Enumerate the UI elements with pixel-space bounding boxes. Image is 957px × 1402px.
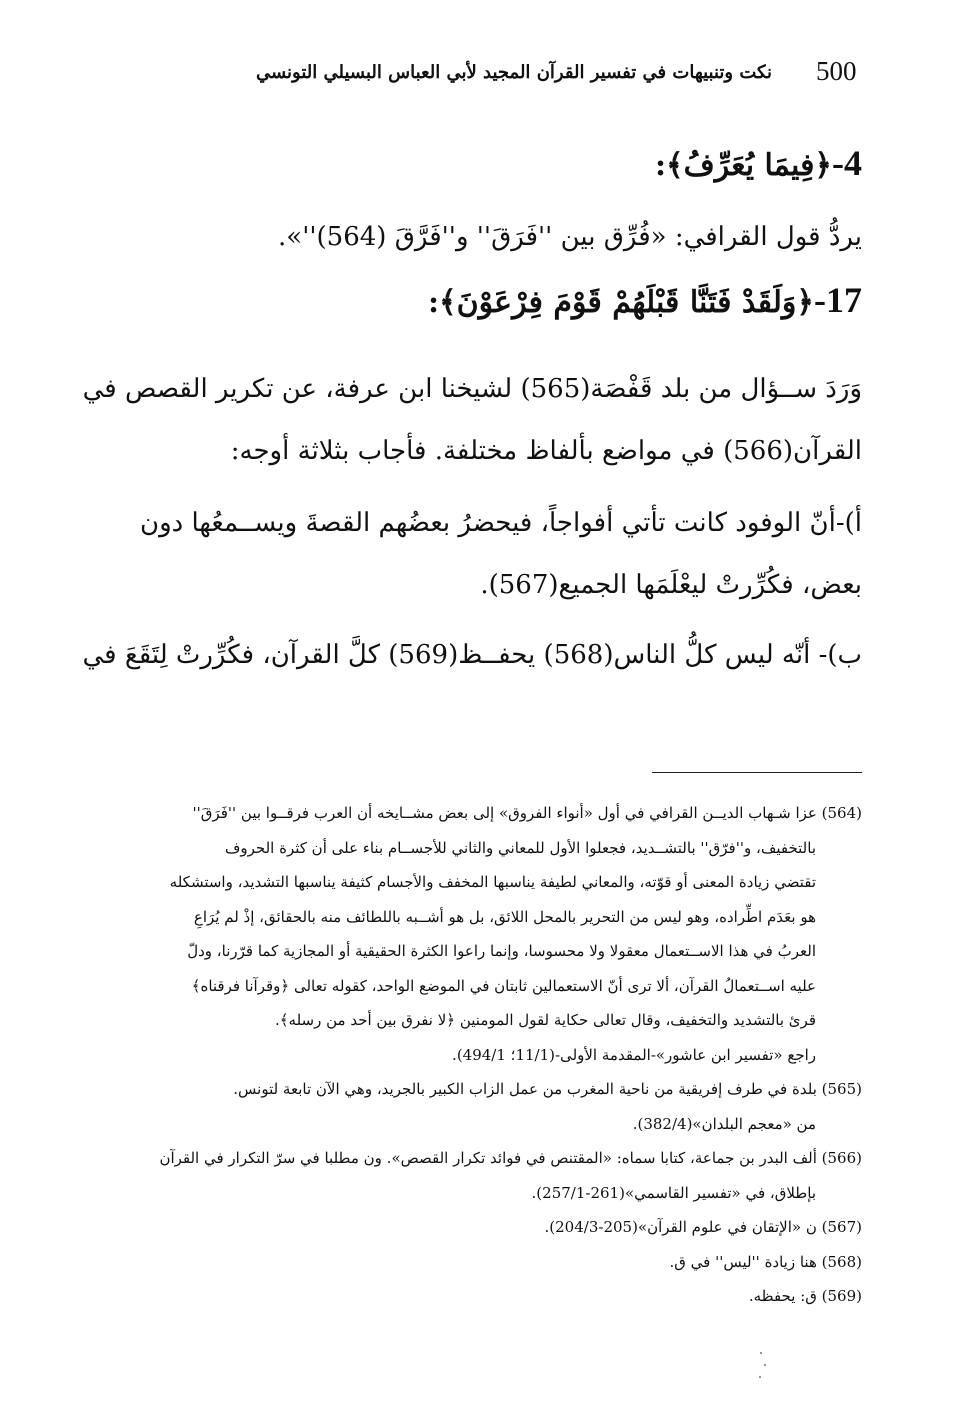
- footnote-line: عليه اســتعمالُ القرآن، ألا ترى أنّ الاستعمالين ثابتان في الموضع الواحد، كقوله تعالى ﴿وقرآنا فرقناه﴾: [191, 976, 816, 995]
- scan-speck: [760, 1352, 762, 1354]
- footnote-line: من «معجم البلدان»(382/4).: [632, 1114, 816, 1133]
- footnote-568: [92, 1245, 862, 1280]
- section-17-answer-a: [92, 492, 862, 616]
- footnote-564: [92, 796, 862, 1072]
- section-17-heading: [92, 279, 862, 321]
- footnote-565: [92, 1072, 862, 1141]
- section-4-heading: [92, 142, 862, 184]
- footnote-line: راجع «تفسير ابن عاشور»-المقدمة الأولى-(11/1؛ 494/1).: [452, 1045, 816, 1064]
- section-4-verse: ﴿فِيمَا يُعَرِّفُ﴾:: [654, 148, 832, 183]
- footnote-567: [92, 1210, 862, 1245]
- section-4-text: يردُّ قول القرافي: «فُرِّق بين ''فَرَقَ'' و''فَرَّقَ (564)''».: [278, 222, 862, 252]
- body-line: أ)-أنّ الوفود كانت تأتي أفواجاً، فيحضرُ بعضُهم القصةَ ويســمعُها دون: [140, 508, 862, 538]
- scan-speck: [759, 1376, 761, 1378]
- running-title: نكت وتنبيهات في تفسير القرآن المجيد لأبي العباس البسيلي التونسي: [255, 62, 772, 83]
- footnote-line: (566) ألف البدر بن جماعة، كتابا سماه: «المقتنص في فوائد تكرار القصص». ون مطلبا في سرّ التكرار في القرآن: [159, 1149, 862, 1167]
- page-number: 500: [816, 56, 857, 86]
- footnotes: [92, 796, 862, 1314]
- footnote-line: (565) بلدة في طرف إفريقية من ناحية المغرب من عمل الزاب الكبير بالجريد، وهي الآن تابعة لتونس.: [233, 1080, 862, 1098]
- footnote-line: تقتضي زيادة المعنى أو قوّته، والمعاني لطيفة يناسبها المخفف والأجسام كثيفة يناسبها التشديد، واستشكله: [169, 873, 816, 891]
- footnote-line: قرئ بالتشديد والتخفيف، وقال تعالى حكاية لقول المومنين ﴿لا نفرق بين أحد من رسله﴾.: [274, 1011, 816, 1029]
- section-17-paragraph-intro: [82, 358, 862, 482]
- footnote-line: هو بعَدَم اطِّراده، وهو ليس من التحرير بالمحل اللائق، بل هو أشــبه باللطائف منه بالحقائق، إذْ لم يُرَاعِ: [193, 907, 816, 926]
- footnote-line: (568) هنا زيادة ''ليس'' في ق.: [669, 1252, 862, 1271]
- footnote-separator: [652, 772, 862, 773]
- section-4-number: 4-: [832, 143, 862, 183]
- body-line: بعض، فكُرِّرتْ ليعْلَمَها الجميع(567).: [480, 570, 862, 600]
- footnote-line: (567) ن «الإتقان في علوم القرآن»(205-204/3).: [544, 1218, 862, 1236]
- body-line: ب)- أنّه ليس كلُّ الناس(568) يحفــظ(569) كلَّ القرآن، فكُرِّرتْ لِتَقَعَ في: [82, 640, 862, 670]
- section-17-answer-b: [82, 624, 862, 686]
- body-line: القرآن(566) في مواضع بألفاظ مختلفة. فأجاب بثلاثة أوجه:: [230, 436, 862, 466]
- footnote-line: العربُ في هذا الاســتعمال معقولا ولا محسوسا، وإنما راعوا الكثرة الحقيقية أو المجازية كما قرّرنا، ودلّ: [187, 942, 816, 960]
- footnote-566: [92, 1141, 862, 1210]
- footnote-line: بالتخفيف، و''فرّق'' بالتشــديد، فجعلوا الأول للمعاني والثاني للأجســام بناء على أن كثرة الحروف: [224, 838, 816, 857]
- body-line: وَرَدَ ســؤال من بلد قَفْصَة(565) لشيخنا ابن عرفة، عن تكرير القصص في: [82, 374, 862, 404]
- footnote-line: (564) عزا شـهاب الديــن القرافي في أول «أنواء الفروق» إلى بعض مشــايخه أن العرب فرقــوا بين ''فَرَقَ'': [192, 804, 862, 822]
- section-17-number: 17-: [814, 280, 862, 320]
- scan-speck: [764, 1364, 766, 1366]
- footnote-569: [92, 1279, 862, 1314]
- footnote-line: بإطلاق، في «تفسير القاسمي»(261-257/1).: [531, 1183, 816, 1202]
- section-17-verse: ﴿وَلَقَدْ فَتَنَّا قَبْلَهُمْ قَوْمَ فِرْعَوْنَ﴾:: [427, 285, 814, 320]
- footnote-line: (569) ق: يحفظه.: [748, 1287, 862, 1305]
